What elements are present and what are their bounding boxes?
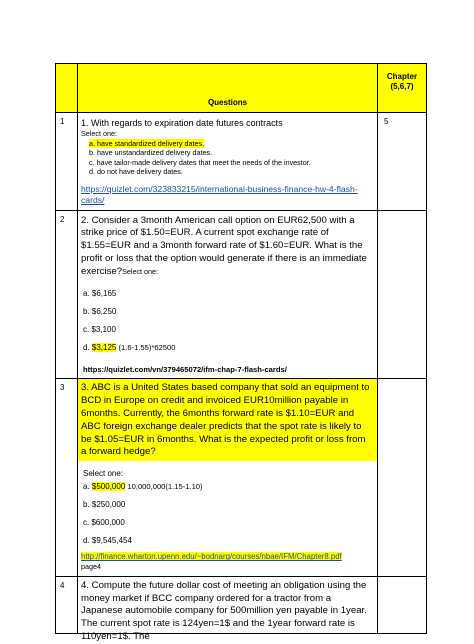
question-number: 4 [56, 576, 78, 633]
question-number: 2 [56, 210, 78, 379]
option-d: d. $3,125 (1.6-1.55)*62500 [83, 343, 176, 353]
question-cell-4 [78, 576, 378, 642]
option-a: a. have standardized delivery dates. [89, 138, 205, 148]
question-row-3 [56, 379, 427, 576]
option-a: a. $500,000 10,000,000(1.15-1.10) [83, 482, 203, 492]
select-one-label: Select one: [83, 469, 124, 479]
header-chapter-range: (5,6,7) [390, 82, 414, 91]
option-a: a. $6,165 [83, 289, 117, 299]
questions-table [55, 63, 427, 642]
option-c: c. have tailor-made delivery dates that meet the needs of the investor. [89, 157, 311, 167]
question-text: 3. ABC is a United States based company that sold an equipment to BCD in Europe on credit and invoiced EUR10million payable in 6months. Currently, the 6months forward rate is $1.10=EUR and ABC foreign exchange dealer predicts that the spot rate is likely to be $1.05=EUR in 6months. What is the expected profit or loss from a forward hedge? [78, 379, 377, 461]
option-b: b. have unstandardized delivery dates. [89, 148, 213, 157]
option-c: c. $3,100 [83, 325, 116, 335]
option-b: b. $6,250 [83, 307, 117, 317]
header-chapter [378, 64, 427, 113]
select-one-label: Select one: [81, 129, 117, 138]
chapter-cell-empty [378, 576, 427, 633]
select-one-label: Select one: [122, 266, 159, 276]
option-d: d. $9,545,454 [83, 536, 132, 546]
reference-link[interactable]: https://quizlet.com/vn/379465072/ifm-chap-7-flash-cards/ [83, 365, 287, 375]
option-c: c. $600,000 [83, 518, 125, 528]
header-questions: Questions [78, 64, 378, 113]
page-reference: page4 [81, 562, 101, 572]
question-number: 3 [56, 379, 78, 576]
reference-link[interactable]: https://quizlet.com/323833215/international-business-finance-hw-4-flash-cards/ [81, 183, 358, 205]
chapter-number: 5 [378, 113, 427, 211]
question-row-4 [56, 576, 427, 633]
option-d: d. do not have delivery dates. [89, 167, 183, 176]
header-chapter-label: Chapter [386, 72, 418, 81]
question-cell-3 [78, 379, 378, 576]
reference-link[interactable]: http://finance.wharton.upenn.edu/~bodnarg/courses/nbae/IFM/Chapter8.pdf [81, 552, 342, 562]
question-cell-2 [78, 210, 378, 379]
question-text: 4. Compute the future dollar cost of meeting an obligation using the money market if BCC company ordered for a tractor from a Japanese automobile company for 500million yen payable in 1year. The current spot rate is 124yen=1$ and the 1year forward rate is 110yen=1$. The [81, 579, 367, 642]
header-row [56, 64, 427, 113]
question-row-2 [56, 210, 427, 379]
question-number: 1 [56, 113, 78, 211]
header-number-cell [56, 64, 78, 113]
chapter-cell-empty [378, 379, 427, 576]
option-b: b. $250,000 [83, 500, 126, 510]
question-text: 1. With regards to expiration date futures contracts [81, 118, 283, 128]
question-text: 2. Consider a 3month American call option on EUR62,500 with a strike price of $1.50=EUR. A current spot exchange rate of $1.55=EUR and a 3month forward rate of $1.60=EUR. What is the profit or loss that the option would generate if there is an immediate exercise?Select one: [81, 214, 367, 277]
question-cell-1 [78, 113, 378, 211]
chapter-cell-empty [378, 210, 427, 379]
question-row-1 [56, 113, 427, 211]
